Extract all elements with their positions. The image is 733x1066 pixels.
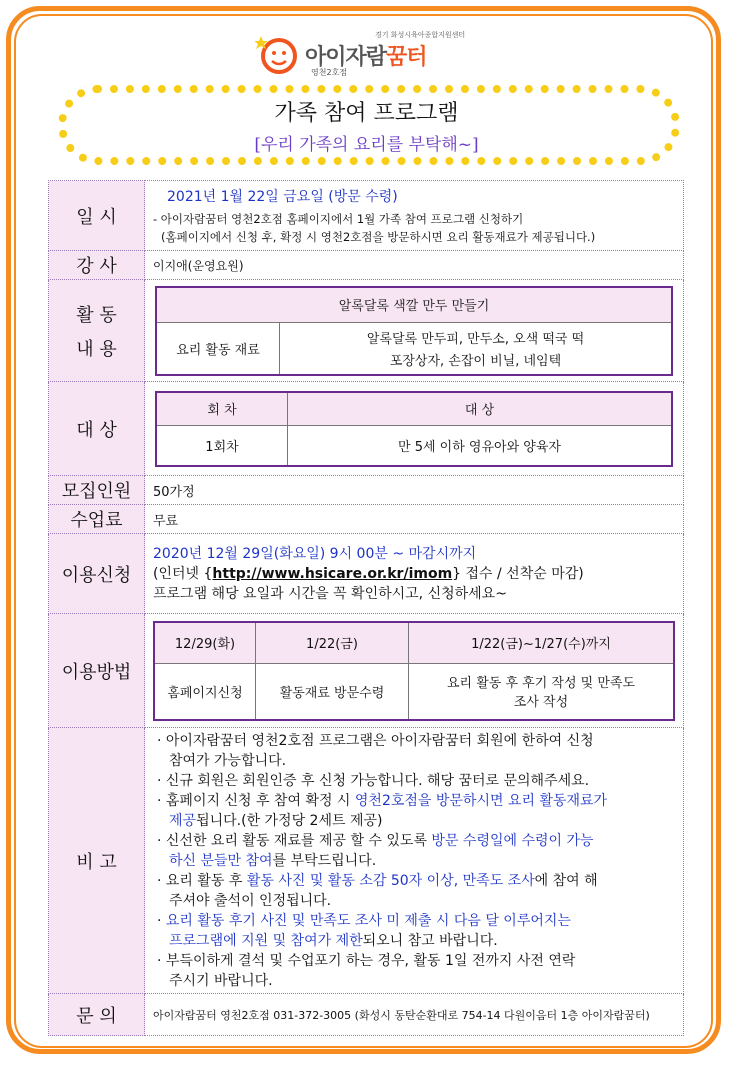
label-fee: 수업료 — [49, 505, 145, 534]
note-item: · 홈페이지 신청 후 참여 확정 시 영천2호점을 방문하시면 요리 활동재료가 제공됩니다.(한 가정당 2세트 제공) — [157, 792, 608, 829]
label-date: 일 시 — [49, 181, 145, 251]
instructor-value: 이지애(운영요원) — [145, 251, 684, 280]
target-table — [155, 391, 673, 467]
apply-method-pre: (인터넷 { — [153, 565, 213, 582]
logo — [255, 30, 495, 78]
activity-cell — [145, 280, 684, 382]
label-activity-line1: 활 동 — [76, 304, 117, 326]
fee-value: 무료 — [145, 505, 684, 534]
row-target — [49, 382, 684, 476]
contact-value: 아이자람꿈터 영천2호점 031-372-3005 (화성시 동탄순환대로 754-14 다원이음터 1층 아이자람꿈터) — [145, 994, 684, 1036]
date-cell — [145, 181, 684, 251]
notes-list — [155, 731, 673, 991]
label-contact: 문 의 — [49, 994, 145, 1036]
material-label: 요리 활동 재료 — [156, 323, 280, 375]
row-date — [49, 181, 684, 251]
label-target: 대 상 — [49, 382, 145, 476]
row-fee — [49, 505, 684, 534]
method-cell — [145, 614, 684, 728]
label-activity — [49, 280, 145, 382]
page-subtitle: [우리 가족의 요리를 부탁해~] — [254, 135, 479, 155]
note-item: · 신선한 요리 활동 재료를 제공 할 수 있도록 방문 수령일에 수령이 가능 하신 분들만 참여를 부탁드립니다. — [157, 832, 594, 869]
apply-link[interactable]: http://www.hsicare.or.kr/imom — [212, 565, 453, 582]
label-notes: 비 고 — [49, 728, 145, 994]
activity-header: 알록달록 색깔 만두 만들기 — [156, 287, 672, 323]
label-activity-line2: 내 용 — [76, 338, 117, 360]
target-col2-value: 만 5세 이하 영유아와 양육자 — [288, 426, 673, 466]
row-activity — [49, 280, 684, 382]
method-h2: 1/22(금) — [256, 622, 409, 664]
method-v3-line2: 조사 작성 — [513, 695, 569, 711]
date-desc: - 아이자람꿈터 영천2호점 홈페이지에서 1월 가족 참여 프로그램 신청하기 — [153, 212, 524, 226]
activity-table — [155, 286, 673, 376]
logo-org-line: 경기 화성시육아종합지원센터 — [375, 31, 466, 39]
page-title: 가족 참여 프로그램 — [274, 101, 459, 126]
capacity-value: 50가정 — [145, 476, 684, 505]
date-main: 2021년 1월 22일 금요일 (방문 수령) — [167, 189, 398, 205]
note-item: · 아이자람꿈터 영천2호점 프로그램은 아이자람꿈터 회원에 한하여 신청 참여가 가능합니다. — [157, 732, 594, 769]
note-item: · 요리 활동 후기 사진 및 만족도 조사 미 제출 시 다음 달 이루어지는 프로그램에 지원 및 참여가 제한되오니 참고 바랍니다. — [157, 912, 571, 949]
row-notes — [49, 728, 684, 994]
method-v3-line1: 요리 활동 후 후기 작성 및 만족도 — [446, 676, 636, 692]
apply-period: 2020년 12월 29일(화요일) 9시 00분 ~ 마감시까지 — [153, 545, 477, 562]
target-cell — [145, 382, 684, 476]
row-contact — [49, 994, 684, 1036]
logo-face-icon — [255, 34, 299, 74]
note-item: · 요리 활동 후 활동 사진 및 활동 소감 50자 이상, 만족도 조사에 참여 해 주셔야 출석이 인정됩니다. — [157, 872, 598, 909]
logo-branch: 영천2호점 — [311, 68, 348, 77]
label-capacity: 모집인원 — [49, 476, 145, 505]
method-v3 — [409, 664, 675, 720]
date-note: (홈페이지에서 신청 후, 확정 시 영천2호점을 방문하시면 요리 활동재료가 제공됩니다.) — [161, 230, 596, 244]
logo-name-suffix: 꿈터 — [386, 45, 427, 70]
method-v2: 활동재료 방문수령 — [256, 664, 409, 720]
row-instructor — [49, 251, 684, 280]
target-col1-value: 1회차 — [156, 426, 288, 466]
note-item: · 부득이하게 결석 및 수업포기 하는 경우, 활동 1일 전까지 사전 연락 주시기 바랍니다. — [157, 952, 576, 989]
row-capacity — [49, 476, 684, 505]
material-line2: 포장상자, 손잡이 비닐, 네임텍 — [389, 353, 562, 369]
label-method: 이용방법 — [49, 614, 145, 728]
target-col1-header: 회 차 — [156, 392, 288, 426]
row-method — [49, 614, 684, 728]
method-h3: 1/22(금)~1/27(수)까지 — [409, 622, 675, 664]
method-table — [153, 621, 675, 721]
logo-name-prefix: 아이자람 — [305, 45, 387, 70]
row-apply — [49, 534, 684, 614]
label-instructor: 강 사 — [49, 251, 145, 280]
notes-cell — [145, 728, 684, 994]
method-v1: 홈페이지신청 — [154, 664, 256, 720]
method-h1: 12/29(화) — [154, 622, 256, 664]
target-col2-header: 대 상 — [288, 392, 673, 426]
apply-method — [153, 564, 675, 584]
apply-notice: 프로그램 해당 요일과 시간을 꼭 확인하시고, 신청하세요~ — [153, 585, 507, 602]
material-line1: 알록달록 만두피, 만두소, 오색 떡국 떡 — [366, 331, 585, 347]
note-item: · 신규 회원은 회원인증 후 신청 가능합니다. 해당 꿈터로 문의해주세요. — [157, 772, 590, 789]
apply-cell — [145, 534, 684, 614]
label-apply: 이용신청 — [49, 534, 145, 614]
material-cell — [280, 323, 673, 375]
program-info-table — [48, 180, 684, 1036]
apply-method-post: } 접수 / 선착순 마감) — [452, 565, 584, 582]
